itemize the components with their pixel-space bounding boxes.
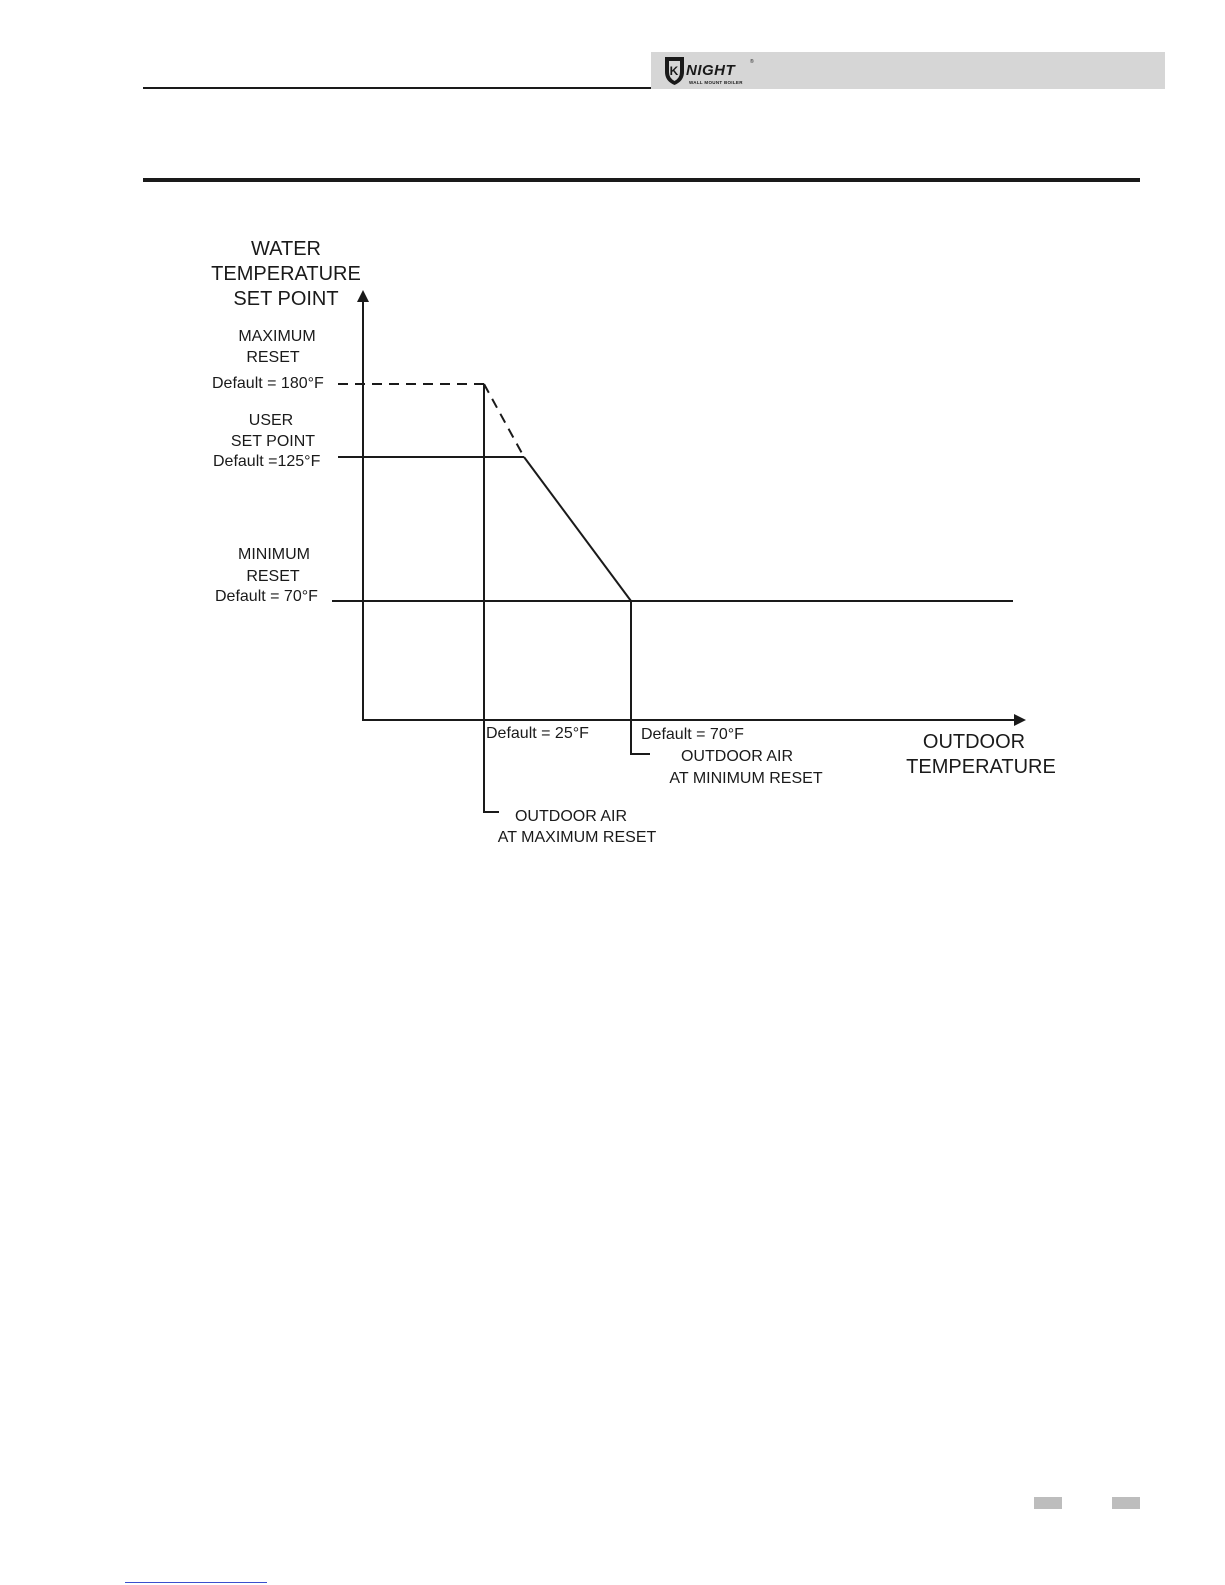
outdoor-min-reset-label-1: OUTDOOR AIR <box>680 748 794 765</box>
svg-text:WALL MOUNT BOILER: WALL MOUNT BOILER <box>689 80 743 85</box>
max-to-user-dashed-slope <box>484 384 524 457</box>
outdoor-max-reset-label-2: AT MAXIMUM RESET <box>497 829 657 846</box>
y-axis-title-line-2: TEMPERATURE <box>211 263 361 285</box>
user-set-point-label-2: SET POINT <box>230 433 316 450</box>
outdoor-max-reset-leader <box>484 384 499 812</box>
svg-text:K: K <box>669 64 679 78</box>
svg-text:®: ® <box>750 59 754 65</box>
max-reset-default: Default = 180°F <box>212 375 324 392</box>
outdoor-max-reset-default: Default = 25°F <box>486 725 589 742</box>
outdoor-max-reset-label-1: OUTDOOR AIR <box>514 808 628 825</box>
y-axis-title-line-3: SET POINT <box>233 288 339 310</box>
x-axis-title-line-1: OUTDOOR <box>922 731 1026 753</box>
user-set-point-label-1: USER <box>248 412 294 429</box>
outdoor-min-reset-default: Default = 70°F <box>641 726 744 743</box>
max-reset-label-2: RESET <box>246 349 300 366</box>
footer-marker-left <box>1034 1497 1062 1509</box>
svg-text:NIGHT: NIGHT <box>686 62 736 79</box>
y-axis-title-line-1: WATER <box>251 238 321 260</box>
min-reset-label-2: RESET <box>246 568 300 585</box>
min-reset-default: Default = 70°F <box>215 588 318 605</box>
footer-link-underline <box>125 1582 267 1583</box>
footer-marker-right <box>1112 1497 1140 1509</box>
outdoor-min-reset-label-2: AT MINIMUM RESET <box>669 770 823 787</box>
min-reset-label-1: MINIMUM <box>238 546 310 563</box>
user-set-point-default: Default =125°F <box>213 453 321 470</box>
x-axis-title-line-2: TEMPERATURE <box>906 756 1056 778</box>
max-reset-label-1: MAXIMUM <box>238 328 316 345</box>
reset-slope-line <box>524 457 631 601</box>
